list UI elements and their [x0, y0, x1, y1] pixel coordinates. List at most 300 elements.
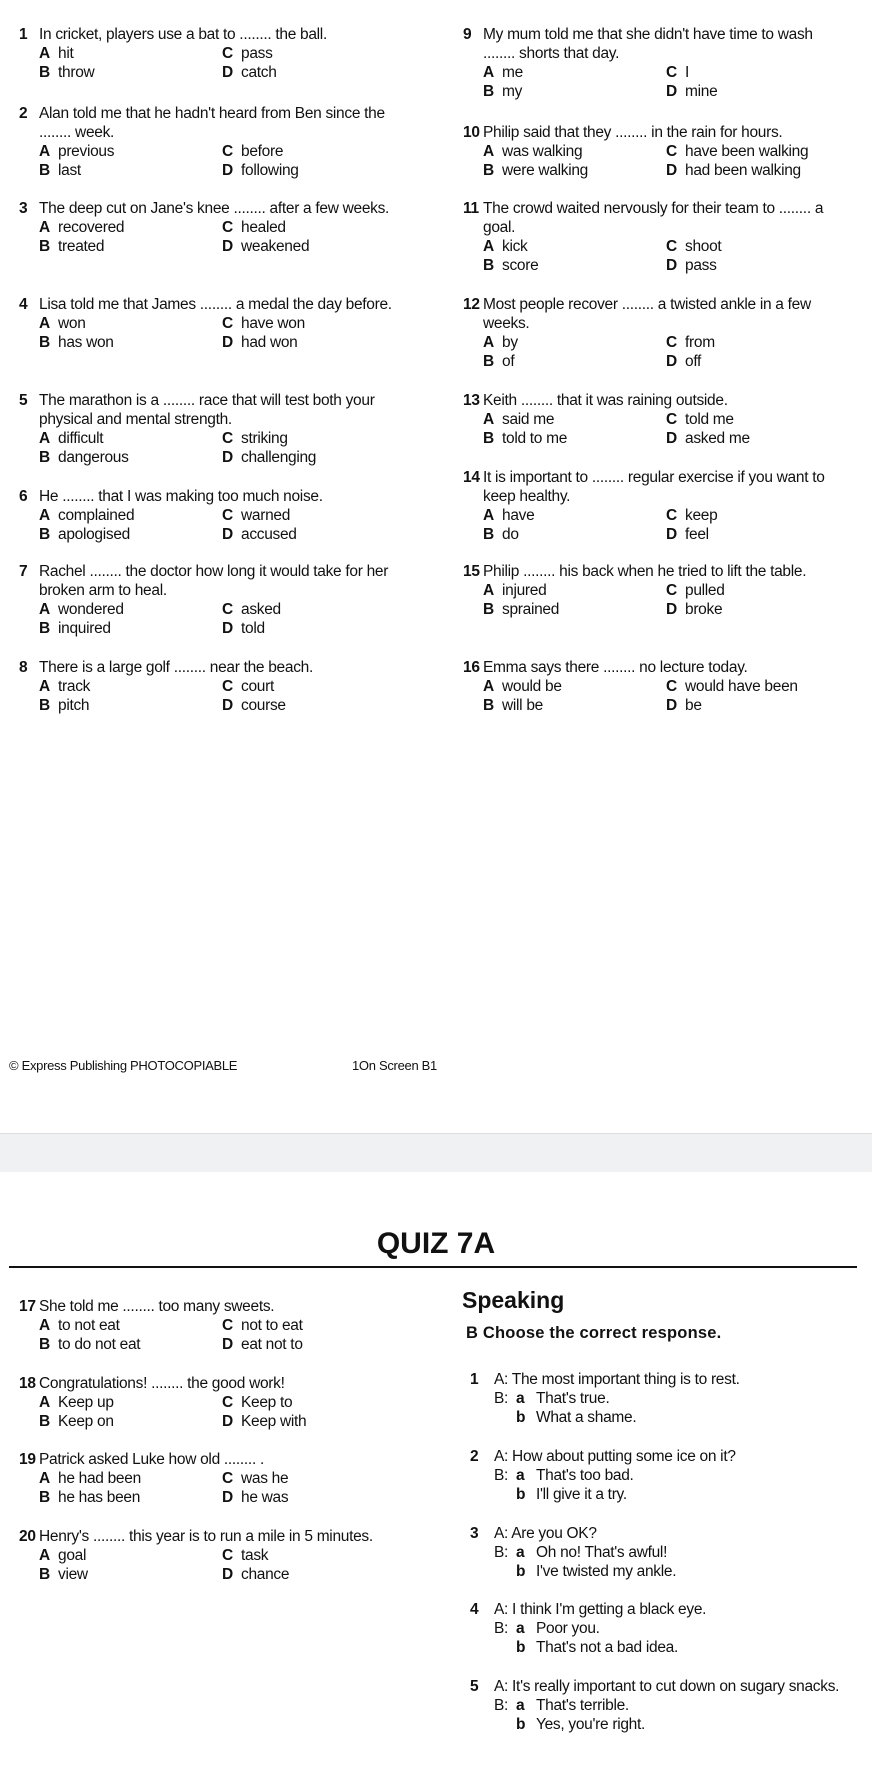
answer-option[interactable]: [483, 600, 666, 619]
option-letter: D: [222, 697, 233, 714]
answer-option[interactable]: [483, 256, 666, 275]
answer-option[interactable]: [483, 429, 666, 448]
question-stem: Philip ........ his back when he tried to lift the table.: [483, 563, 807, 580]
answer-option[interactable]: [222, 525, 404, 544]
answer-option[interactable]: [666, 600, 848, 619]
option-text: Keep with: [241, 1413, 307, 1430]
option-letter: D: [222, 334, 233, 351]
answer-option[interactable]: [483, 63, 666, 82]
option-letter: D: [666, 697, 677, 714]
answer-options: [39, 1393, 404, 1431]
option-letter: C: [222, 430, 233, 447]
option-letter: B: [39, 238, 50, 255]
option-letter: A: [483, 507, 494, 524]
option-letter: C: [222, 507, 233, 524]
question-stem: The marathon is a ........ race that will test both your physical and mental strength.: [39, 392, 375, 428]
option-text: had been walking: [685, 162, 801, 179]
answer-option[interactable]: [666, 410, 848, 429]
option-text: would be: [502, 678, 562, 695]
option-letter: b: [516, 1563, 526, 1580]
option-text: told: [241, 620, 265, 637]
answer-options: [39, 1316, 404, 1354]
answer-option[interactable]: [39, 218, 222, 237]
option-text: had won: [241, 334, 298, 351]
option-letter: D: [222, 1489, 233, 1506]
option-letter: C: [666, 411, 677, 428]
option-text: from: [685, 334, 715, 351]
answer-option[interactable]: [222, 218, 404, 237]
answer-option[interactable]: [222, 677, 404, 696]
question-2: [19, 104, 404, 180]
option-text: to do not eat: [58, 1336, 141, 1353]
option-text: broke: [685, 601, 723, 618]
option-letter: a: [516, 1697, 525, 1714]
answer-option[interactable]: [483, 525, 666, 544]
answer-option[interactable]: [483, 581, 666, 600]
item-number: 4: [470, 1601, 479, 1618]
answer-options: [483, 63, 848, 101]
answer-option[interactable]: [39, 1316, 222, 1335]
question-4: [19, 295, 404, 352]
option-letter: C: [666, 582, 677, 599]
answer-option[interactable]: [39, 448, 222, 467]
answer-option[interactable]: [222, 1412, 404, 1431]
question-stem: Congratulations! ........ the good work!: [39, 1375, 285, 1392]
option-text: apologised: [58, 526, 130, 543]
answer-option[interactable]: [39, 1412, 222, 1431]
footer-book: 1On Screen B1: [352, 1058, 437, 1073]
option-letter: B: [483, 601, 494, 618]
option-letter: A: [39, 507, 50, 524]
answer-option[interactable]: [39, 429, 222, 448]
response-option-b[interactable]: [494, 1638, 850, 1657]
question-number: 13: [463, 392, 480, 409]
answer-options: [39, 142, 404, 180]
question-1: [19, 25, 404, 82]
option-letter: D: [666, 601, 677, 618]
page-separator: [0, 1133, 872, 1172]
option-text: challenging: [241, 449, 317, 466]
answer-option[interactable]: [666, 142, 848, 161]
answer-option[interactable]: [666, 161, 848, 180]
question-number: 19: [19, 1451, 36, 1468]
option-text: dangerous: [58, 449, 129, 466]
answer-option[interactable]: [483, 696, 666, 715]
question-14: [463, 468, 848, 544]
footer-copyright: © Express Publishing PHOTOCOPIABLE: [9, 1058, 238, 1073]
speaker-b-label: B:: [494, 1620, 509, 1637]
answer-options: [483, 333, 848, 371]
spacer: [494, 1562, 516, 1581]
speaking-item-1: [470, 1370, 850, 1427]
option-letter: C: [666, 64, 677, 81]
option-letter: a: [516, 1620, 525, 1637]
option-text: pass: [685, 257, 717, 274]
option-text: have been walking: [685, 143, 809, 160]
response-option-b[interactable]: [494, 1485, 850, 1504]
answer-option[interactable]: [222, 429, 404, 448]
answer-option[interactable]: [483, 237, 666, 256]
answer-option[interactable]: [666, 525, 848, 544]
answer-option[interactable]: [39, 161, 222, 180]
option-text: of: [502, 353, 515, 370]
option-text: feel: [685, 526, 709, 543]
option-text: off: [685, 353, 702, 370]
response-option-b[interactable]: [494, 1408, 850, 1427]
option-letter: D: [666, 353, 677, 370]
answer-option[interactable]: [222, 44, 404, 63]
option-letter: B: [39, 449, 50, 466]
spacer: [494, 1638, 516, 1657]
option-letter: D: [666, 430, 677, 447]
answer-option[interactable]: [666, 82, 848, 101]
option-letter: A: [483, 64, 494, 81]
answer-option[interactable]: [39, 1469, 222, 1488]
answer-option[interactable]: [666, 506, 848, 525]
answer-option[interactable]: [39, 333, 222, 352]
answer-option[interactable]: [39, 677, 222, 696]
option-text: kick: [502, 238, 528, 255]
option-letter: A: [39, 1394, 50, 1411]
option-text: I've twisted my ankle.: [536, 1563, 677, 1580]
option-text: chance: [241, 1566, 290, 1583]
answer-option[interactable]: [666, 237, 848, 256]
response-option-b[interactable]: [494, 1715, 850, 1734]
option-text: Keep to: [241, 1394, 293, 1411]
response-option-b[interactable]: [494, 1562, 850, 1581]
answer-option[interactable]: [666, 677, 848, 696]
answer-options: [39, 600, 404, 638]
option-text: complained: [58, 507, 135, 524]
option-letter: D: [222, 620, 233, 637]
answer-option[interactable]: [222, 161, 404, 180]
answer-option[interactable]: [222, 1393, 404, 1412]
answer-option[interactable]: [222, 1316, 404, 1335]
option-text: will be: [502, 697, 543, 714]
option-text: were walking: [502, 162, 588, 179]
option-letter: B: [39, 1413, 50, 1430]
option-letter: a: [516, 1390, 525, 1407]
option-letter: D: [222, 1566, 233, 1583]
speaker-b-label: B:: [494, 1390, 509, 1407]
option-text: goal: [58, 1547, 87, 1564]
spacer: [494, 1715, 516, 1734]
answer-option[interactable]: [39, 1546, 222, 1565]
option-text: Yes, you're right.: [536, 1716, 645, 1733]
option-letter: a: [516, 1544, 525, 1561]
answer-option[interactable]: [39, 525, 222, 544]
response-option-a[interactable]: [494, 1696, 850, 1715]
speaking-item-4: [470, 1600, 850, 1657]
question-number: 9: [463, 26, 472, 43]
answer-option[interactable]: [222, 448, 404, 467]
option-letter: D: [666, 526, 677, 543]
option-letter: B: [39, 64, 50, 81]
answer-option[interactable]: [222, 696, 404, 715]
option-letter: D: [666, 162, 677, 179]
question-6: [19, 487, 404, 544]
question-7: [19, 562, 404, 638]
option-text: he had been: [58, 1470, 141, 1487]
option-letter: B: [483, 257, 494, 274]
question-stem: Patrick asked Luke how old ........ .: [39, 1451, 264, 1468]
answer-option[interactable]: [39, 142, 222, 161]
question-number: 20: [19, 1528, 36, 1545]
answer-option[interactable]: [666, 333, 848, 352]
option-letter: B: [483, 697, 494, 714]
question-10: [463, 123, 848, 180]
option-letter: D: [222, 449, 233, 466]
option-text: track: [58, 678, 91, 695]
answer-option[interactable]: [666, 63, 848, 82]
option-text: eat not to: [241, 1336, 303, 1353]
question-stem: The crowd waited nervously for their team to ........ a goal.: [483, 200, 824, 236]
question-number: 11: [463, 200, 479, 217]
answer-option[interactable]: [39, 696, 222, 715]
question-18: [19, 1374, 404, 1431]
answer-options: [483, 237, 848, 275]
item-number: 2: [470, 1448, 479, 1465]
question-stem: It is important to ........ regular exercise if you want to keep healthy.: [483, 469, 825, 505]
option-letter: A: [483, 238, 494, 255]
answer-option[interactable]: [39, 44, 222, 63]
answer-option[interactable]: [483, 333, 666, 352]
answer-option[interactable]: [483, 677, 666, 696]
answer-option[interactable]: [39, 619, 222, 638]
answer-option[interactable]: [39, 1335, 222, 1354]
option-text: wondered: [58, 601, 124, 618]
answer-options: [483, 410, 848, 448]
option-letter: B: [39, 162, 50, 179]
speaker-b-label: B:: [494, 1467, 509, 1484]
answer-option[interactable]: [222, 63, 404, 82]
answer-option[interactable]: [483, 142, 666, 161]
answer-options: [39, 506, 404, 544]
response-option-a[interactable]: [494, 1466, 850, 1485]
question-number: 2: [19, 105, 28, 122]
answer-option[interactable]: [666, 256, 848, 275]
question-number: 7: [19, 563, 28, 580]
answer-option[interactable]: [39, 63, 222, 82]
answer-option[interactable]: [666, 581, 848, 600]
option-text: asked: [241, 601, 281, 618]
speaker-b-label: B:: [494, 1544, 509, 1561]
answer-option[interactable]: [39, 314, 222, 333]
option-letter: A: [39, 1317, 50, 1334]
answer-option[interactable]: [222, 314, 404, 333]
option-text: by: [502, 334, 518, 351]
option-text: shoot: [685, 238, 722, 255]
option-letter: C: [666, 143, 677, 160]
option-letter: A: [483, 678, 494, 695]
question-number: 1: [19, 26, 28, 43]
option-text: warned: [241, 507, 291, 524]
question-number: 12: [463, 296, 480, 313]
option-text: he was: [241, 1489, 289, 1506]
option-letter: B: [483, 83, 494, 100]
option-letter: D: [666, 83, 677, 100]
answer-option[interactable]: [222, 506, 404, 525]
option-text: I: [685, 64, 690, 81]
spacer: [494, 1408, 516, 1427]
answer-option[interactable]: [666, 429, 848, 448]
option-text: pass: [241, 45, 273, 62]
response-option-a[interactable]: [494, 1619, 850, 1638]
answer-options: [39, 1469, 404, 1507]
option-text: told to me: [502, 430, 568, 447]
option-text: throw: [58, 64, 95, 81]
question-stem: Rachel ........ the doctor how long it would take for her broken arm to heal.: [39, 563, 389, 599]
option-text: hit: [58, 45, 74, 62]
option-text: I'll give it a try.: [536, 1486, 627, 1503]
answer-option[interactable]: [222, 1488, 404, 1507]
answer-option[interactable]: [39, 1565, 222, 1584]
option-text: score: [502, 257, 539, 274]
option-text: last: [58, 162, 81, 179]
option-letter: D: [222, 1336, 233, 1353]
question-12: [463, 295, 848, 371]
answer-options: [483, 581, 848, 619]
option-letter: B: [39, 620, 50, 637]
option-text: That's not a bad idea.: [536, 1639, 678, 1656]
answer-option[interactable]: [39, 237, 222, 256]
option-text: injured: [502, 582, 547, 599]
answer-option[interactable]: [222, 1565, 404, 1584]
option-letter: D: [222, 526, 233, 543]
speaker-b-label: B:: [494, 1697, 509, 1714]
answer-option[interactable]: [483, 506, 666, 525]
question-number: 18: [19, 1375, 36, 1392]
question-20: [19, 1527, 404, 1584]
option-letter: C: [666, 678, 677, 695]
option-letter: B: [39, 334, 50, 351]
option-text: striking: [241, 430, 288, 447]
speaking-title: Speaking: [462, 1287, 565, 1313]
option-text: pulled: [685, 582, 725, 599]
option-text: asked me: [685, 430, 750, 447]
answer-option[interactable]: [222, 1469, 404, 1488]
answer-option[interactable]: [483, 352, 666, 371]
option-letter: B: [483, 526, 494, 543]
option-text: has won: [58, 334, 114, 351]
question-15: [463, 562, 848, 619]
answer-option[interactable]: [39, 1393, 222, 1412]
option-letter: A: [483, 411, 494, 428]
option-text: my: [502, 83, 523, 100]
option-letter: A: [39, 1547, 50, 1564]
option-text: he has been: [58, 1489, 141, 1506]
question-8: [19, 658, 404, 715]
question-stem: Henry's ........ this year is to run a mile in 5 minutes.: [39, 1528, 373, 1545]
answer-option[interactable]: [483, 161, 666, 180]
answer-option[interactable]: [222, 333, 404, 352]
option-letter: B: [39, 1336, 50, 1353]
option-text: That's true.: [536, 1390, 610, 1407]
option-text: Keep up: [58, 1394, 114, 1411]
answer-option[interactable]: [39, 600, 222, 619]
answer-options: [39, 218, 404, 256]
answer-option[interactable]: [222, 600, 404, 619]
answer-option[interactable]: [222, 237, 404, 256]
answer-option[interactable]: [666, 352, 848, 371]
option-letter: B: [483, 430, 494, 447]
option-text: me: [502, 64, 523, 81]
option-text: was walking: [502, 143, 583, 160]
question-11: [463, 199, 848, 275]
option-text: catch: [241, 64, 277, 81]
option-text: keep: [685, 507, 718, 524]
option-text: accused: [241, 526, 297, 543]
option-letter: A: [39, 219, 50, 236]
answer-options: [39, 429, 404, 467]
option-letter: D: [666, 257, 677, 274]
answer-option[interactable]: [483, 410, 666, 429]
option-text: previous: [58, 143, 115, 160]
response-option-a[interactable]: [494, 1389, 850, 1408]
answer-option[interactable]: [39, 506, 222, 525]
option-text: before: [241, 143, 284, 160]
answer-option[interactable]: [222, 619, 404, 638]
question-number: 3: [19, 200, 28, 217]
answer-option[interactable]: [39, 1488, 222, 1507]
answer-option[interactable]: [222, 1335, 404, 1354]
question-stem: She told me ........ too many sweets.: [39, 1298, 275, 1315]
answer-options: [483, 677, 848, 715]
question-number: 5: [19, 392, 28, 409]
option-letter: D: [222, 1413, 233, 1430]
option-letter: b: [516, 1716, 526, 1733]
option-text: not to eat: [241, 1317, 303, 1334]
question-16: [463, 658, 848, 715]
option-letter: A: [39, 143, 50, 160]
option-letter: b: [516, 1486, 526, 1503]
question-stem: Keith ........ that it was raining outside.: [483, 392, 728, 409]
option-text: weakened: [241, 238, 310, 255]
option-letter: A: [483, 582, 494, 599]
option-text: following: [241, 162, 299, 179]
question-stem: Emma says there ........ no lecture today.: [483, 659, 748, 676]
option-letter: C: [222, 1470, 233, 1487]
option-letter: B: [39, 1566, 50, 1583]
question-9: [463, 25, 848, 101]
option-text: said me: [502, 411, 555, 428]
option-letter: C: [222, 315, 233, 332]
option-text: That's too bad.: [536, 1467, 634, 1484]
option-text: Oh no! That's awful!: [536, 1544, 668, 1561]
answer-option[interactable]: [666, 696, 848, 715]
answer-option[interactable]: [222, 142, 404, 161]
option-text: was he: [241, 1470, 289, 1487]
item-number: 1: [470, 1371, 479, 1388]
question-19: [19, 1450, 404, 1507]
option-text: recovered: [58, 219, 125, 236]
answer-options: [39, 1546, 404, 1584]
question-number: 8: [19, 659, 28, 676]
option-letter: C: [222, 143, 233, 160]
question-5: [19, 391, 404, 467]
option-text: That's terrible.: [536, 1697, 629, 1714]
question-stem: My mum told me that she didn't have time to wash ........ shorts that day.: [483, 26, 813, 62]
option-letter: B: [39, 1489, 50, 1506]
option-letter: C: [222, 1394, 233, 1411]
answer-option[interactable]: [222, 1546, 404, 1565]
option-letter: B: [483, 162, 494, 179]
question-number: 16: [463, 659, 480, 676]
answer-option[interactable]: [483, 82, 666, 101]
response-option-a[interactable]: [494, 1543, 850, 1562]
option-letter: B: [483, 353, 494, 370]
question-stem: He ........ that I was making too much noise.: [39, 488, 323, 505]
